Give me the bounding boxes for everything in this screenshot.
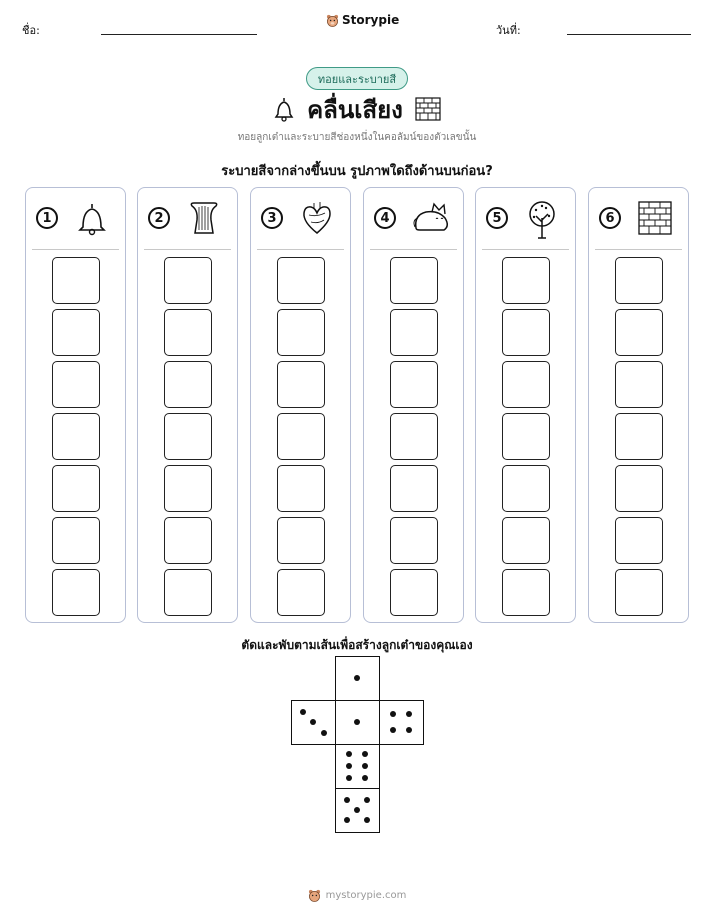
color-box[interactable] — [502, 309, 550, 356]
name-field-line[interactable] — [101, 34, 257, 35]
question: ระบายสีจากล่างขึ้นบน รูปภาพใดถึงด้านบนก่อน? — [221, 164, 493, 179]
column-number: 1 — [36, 207, 58, 229]
color-box[interactable] — [164, 361, 212, 408]
dice-pip — [362, 775, 368, 781]
color-box[interactable] — [390, 361, 438, 408]
title-row — [257, 93, 457, 125]
color-box[interactable] — [52, 361, 100, 408]
column-divider — [595, 249, 682, 250]
color-box[interactable] — [52, 309, 100, 356]
column-divider — [144, 249, 231, 250]
bear-logo-icon — [308, 889, 321, 902]
dice-face-4 — [379, 700, 424, 745]
brick-wall-icon — [415, 97, 441, 121]
column-number: 6 — [599, 207, 621, 229]
dice-pip — [406, 727, 412, 733]
dice-pip — [321, 730, 327, 736]
color-box[interactable] — [390, 465, 438, 512]
brand-logo — [326, 13, 399, 27]
dice-pip — [354, 675, 360, 681]
color-box[interactable] — [164, 465, 212, 512]
dice-face-1 — [335, 700, 380, 745]
activity-badge: ทอยและระบายสี — [306, 67, 408, 90]
color-box[interactable] — [277, 569, 325, 616]
color-box[interactable] — [164, 569, 212, 616]
dice-face-5 — [335, 788, 380, 833]
tree-icon — [524, 200, 560, 236]
color-box[interactable] — [52, 413, 100, 460]
column-4 — [363, 187, 464, 623]
dice-pip — [344, 797, 350, 803]
dice-pip — [346, 763, 352, 769]
color-box[interactable] — [277, 309, 325, 356]
dice-pip — [354, 719, 360, 725]
color-box[interactable] — [277, 257, 325, 304]
column-2 — [137, 187, 238, 623]
color-box[interactable] — [615, 569, 663, 616]
dice-pip — [346, 775, 352, 781]
color-box[interactable] — [502, 361, 550, 408]
bell-icon — [74, 200, 110, 236]
color-box[interactable] — [164, 413, 212, 460]
cat-icon — [412, 200, 448, 236]
dice-instruction: ตัดและพับตามเส้นเพื่อสร้างลูกเต๋าของคุณเอง — [241, 638, 473, 652]
color-box[interactable] — [502, 517, 550, 564]
color-box[interactable] — [615, 517, 663, 564]
name-label: ชื่อ: — [22, 24, 40, 37]
dice-pip — [310, 719, 316, 725]
column-divider — [257, 249, 344, 250]
page-title: คลื่นเสียง — [307, 95, 403, 124]
column-number: 5 — [486, 207, 508, 229]
color-box[interactable] — [277, 361, 325, 408]
color-box[interactable] — [277, 517, 325, 564]
date-field-line[interactable] — [567, 34, 691, 35]
dice-pip — [300, 709, 306, 715]
color-box[interactable] — [615, 309, 663, 356]
column-number: 3 — [261, 207, 283, 229]
column-divider — [482, 249, 569, 250]
date-label: วันที่: — [496, 24, 521, 37]
dice-face-1 — [335, 656, 380, 701]
column-divider — [370, 249, 457, 250]
color-box[interactable] — [52, 465, 100, 512]
color-box[interactable] — [390, 309, 438, 356]
dice-pip — [362, 751, 368, 757]
heart-icon — [299, 200, 335, 236]
color-box[interactable] — [164, 517, 212, 564]
dice-pip — [362, 763, 368, 769]
color-box[interactable] — [615, 257, 663, 304]
dice-pip — [406, 711, 412, 717]
color-box[interactable] — [52, 517, 100, 564]
color-box[interactable] — [390, 413, 438, 460]
footer-url[interactable]: mystorypie.com — [325, 890, 407, 901]
color-box[interactable] — [390, 569, 438, 616]
color-box[interactable] — [52, 257, 100, 304]
column-divider — [32, 249, 119, 250]
footer — [0, 889, 714, 902]
column-number: 4 — [374, 207, 396, 229]
color-box[interactable] — [502, 465, 550, 512]
color-box[interactable] — [502, 413, 550, 460]
column-number: 2 — [148, 207, 170, 229]
color-box[interactable] — [164, 309, 212, 356]
color-box[interactable] — [390, 517, 438, 564]
instructions: ทอยลูกเต๋าและระบายสีช่องหนึ่งในคอลัมน์ของตัวเลขนั้น — [237, 132, 477, 143]
color-box[interactable] — [615, 361, 663, 408]
dice-face-3 — [291, 700, 336, 745]
dice-face-6 — [335, 744, 380, 789]
dice-pip — [346, 751, 352, 757]
column-5 — [475, 187, 576, 623]
brand-name: Storypie — [342, 13, 400, 27]
dice-pip — [354, 807, 360, 813]
brick-wall-icon — [637, 200, 673, 236]
color-box[interactable] — [52, 569, 100, 616]
color-box[interactable] — [277, 465, 325, 512]
dice-pip — [390, 711, 396, 717]
bell-icon — [273, 96, 295, 122]
bear-logo-icon — [326, 14, 339, 27]
color-box[interactable] — [615, 413, 663, 460]
color-box[interactable] — [502, 257, 550, 304]
color-box[interactable] — [502, 569, 550, 616]
column-1 — [25, 187, 126, 623]
color-box[interactable] — [615, 465, 663, 512]
dice-pip — [364, 817, 370, 823]
dice-pip — [390, 727, 396, 733]
color-box[interactable] — [164, 257, 212, 304]
dice-pip — [344, 817, 350, 823]
dice-pip — [364, 797, 370, 803]
column-6 — [588, 187, 689, 623]
harp-icon — [186, 200, 222, 236]
color-box[interactable] — [277, 413, 325, 460]
color-box[interactable] — [390, 257, 438, 304]
column-3 — [250, 187, 351, 623]
